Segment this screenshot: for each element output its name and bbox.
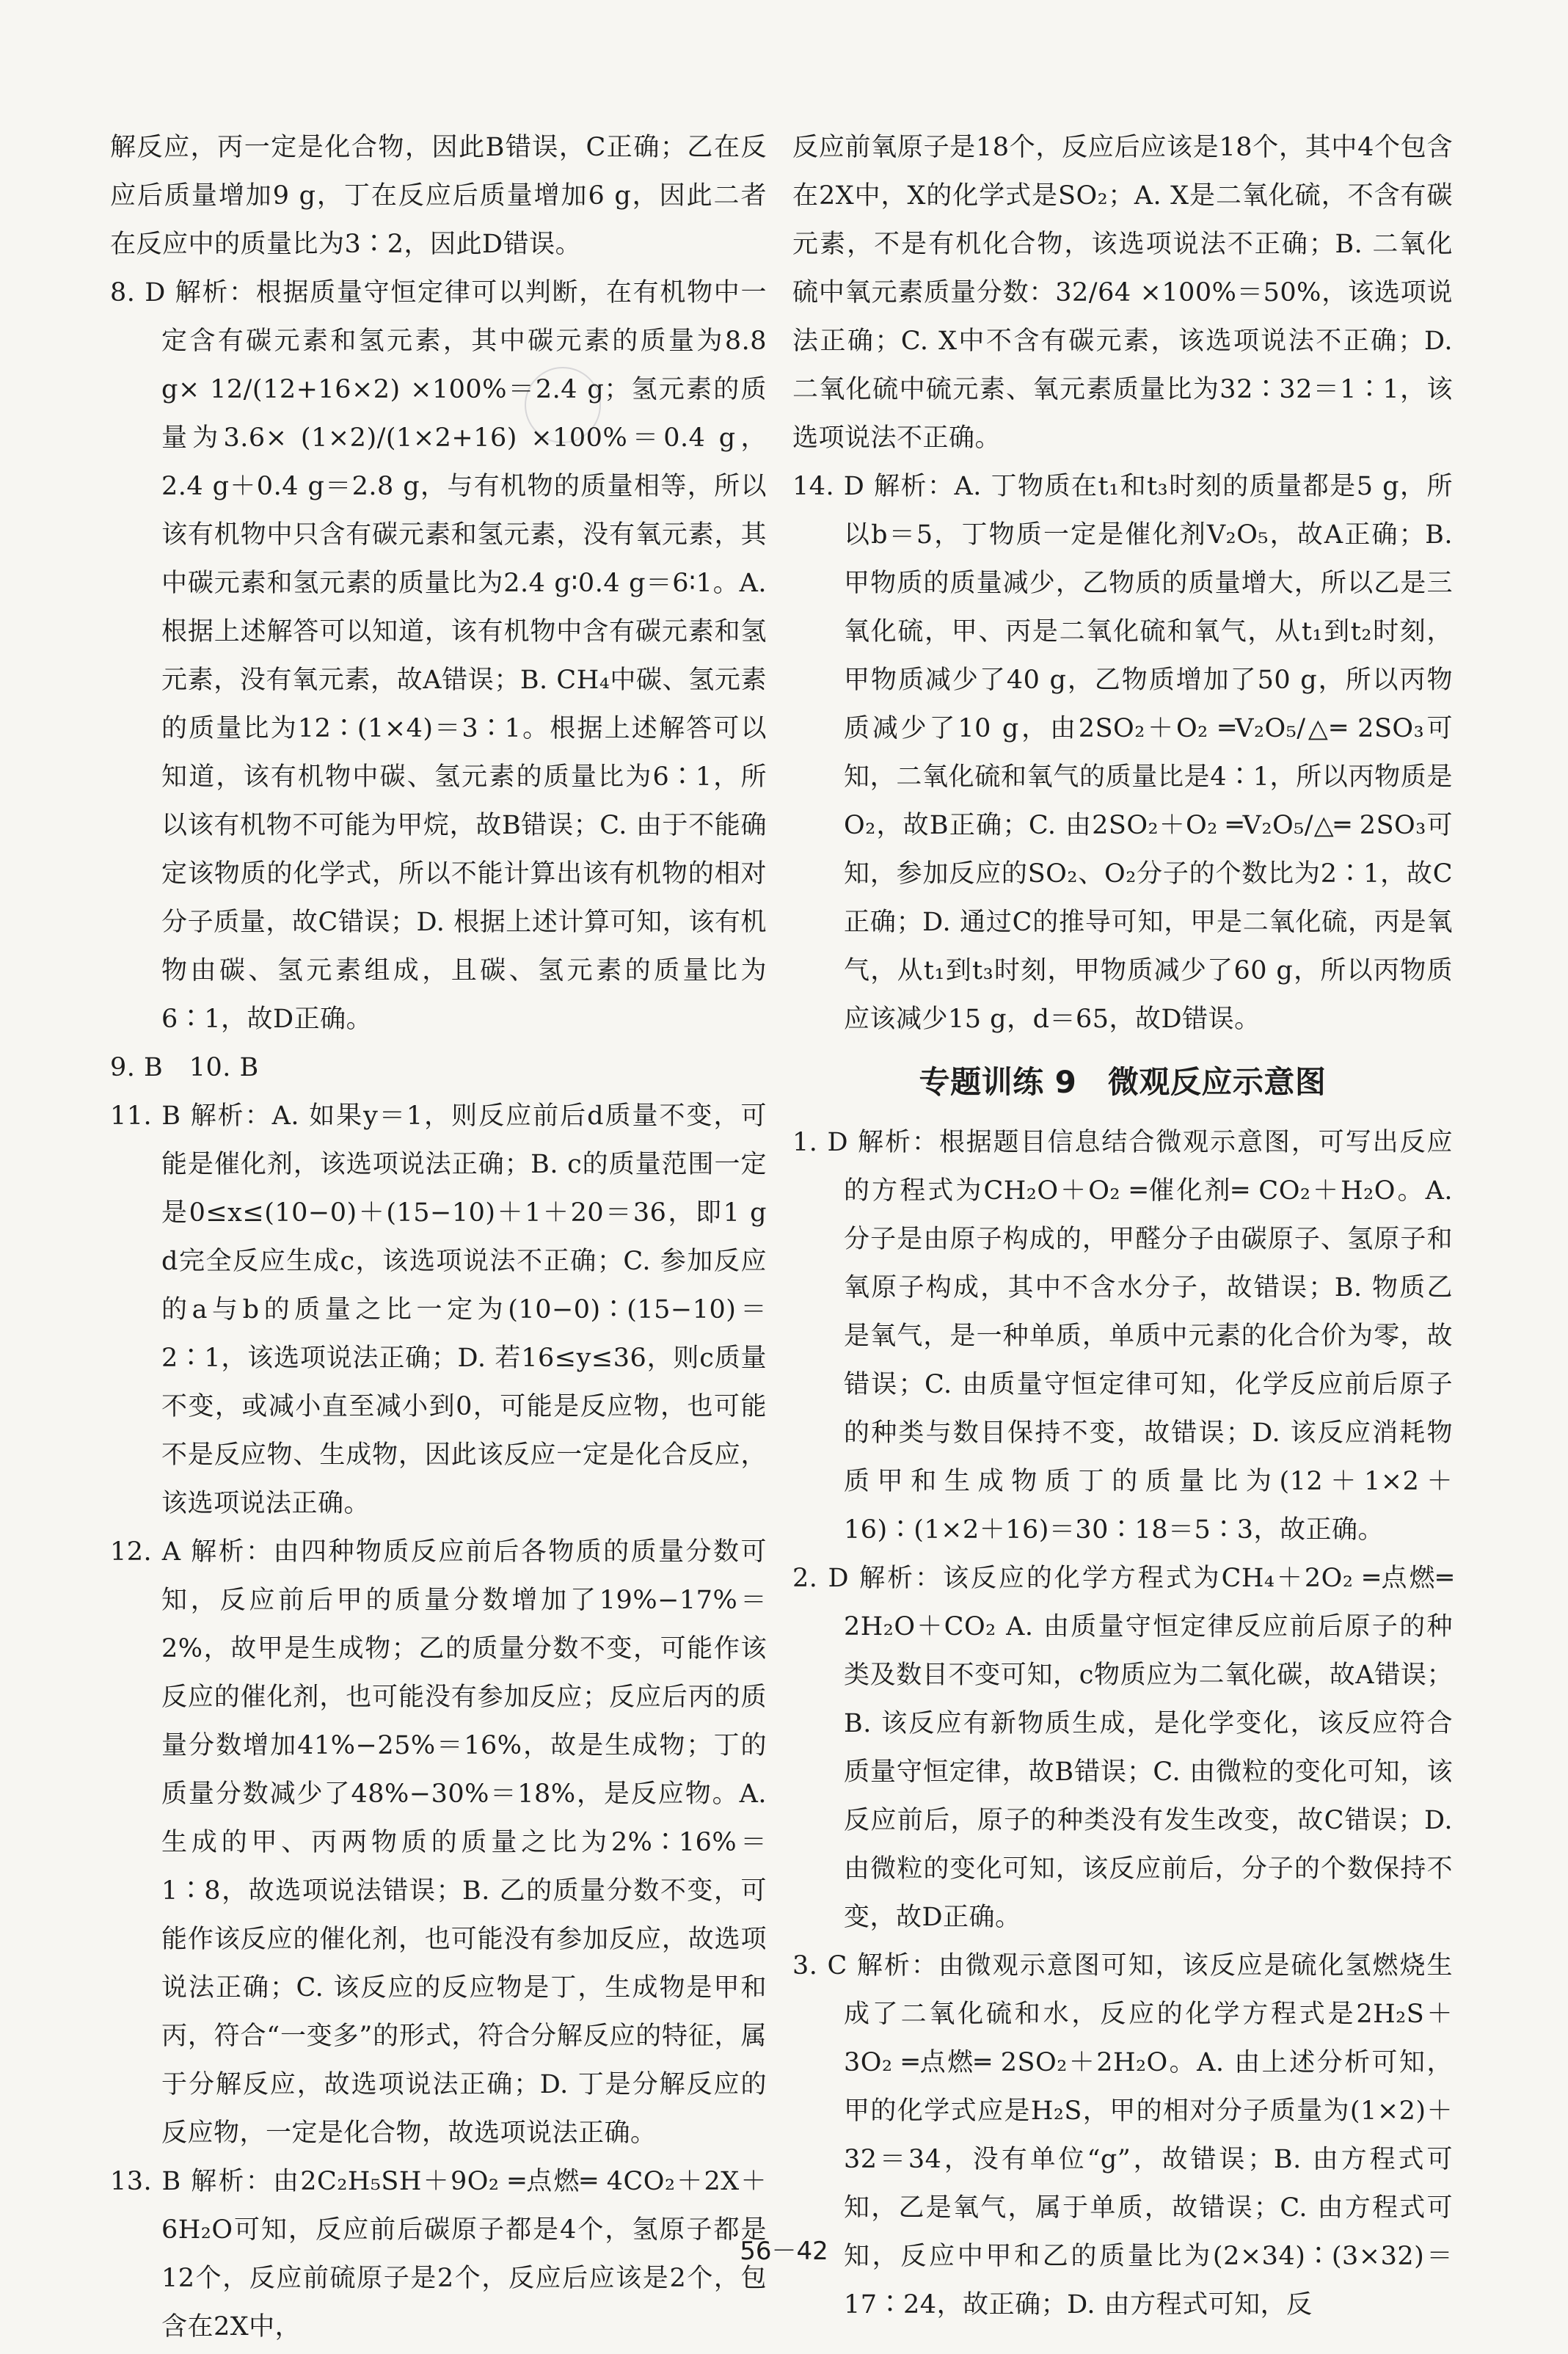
section9-answer-3: 3. C 解析：由微观示意图可知，该反应是硫化氢燃烧生成了二氧化硫和水，反应的化学方程式是2H₂S＋3O₂ ═点燃═ 2SO₂＋2H₂O。A. 由上述分析可知，甲的化学式应是H₂S，甲的相对分子质量为(1×2)＋32＝34，没有单位“g”，故错误；B. 由方程式可知，乙是氧气，属于单质，故错误；C. 由方程式可知，反应中甲和乙的质量比为(2×34)∶(3×32)＝17∶24，故正确；D. 由方程式可知，反 <box>792 1951 1453 2320</box>
section-title: 专题训练 9 微观反应示意图 <box>919 1064 1327 1100</box>
answer-continuation: 解反应，丙一定是化合物，因此B错误，C正确；乙在反应后质量增加9 g，丁在反应后质量增加6 g，因此二者在反应中的质量比为3∶2，因此D错误。 <box>110 133 767 259</box>
left-column <box>110 123 767 2351</box>
answer-9-10: 9. B 10. B <box>110 1053 259 1082</box>
answer-8: 8. D 解析：根据质量守恒定律可以判断，在有机物中一定含有碳元素和氢元素，其中碳元素的质量为8.8 g× 12/(12+16×2) ×100%＝2.4 g；氢元素的质量为3.6× (1×2)/(1×2+16) ×100%＝0.4 g，2.4 g＋0.4 g＝2.8 g，与有机物的质量相等，所以该有机物中只含有碳元素和氢元素，没有氧元素，其中碳元素和氢元素的质量比为2.4 g∶0.4 g＝6∶1。A. 根据上述解答可以知道，该有机物中含有碳元素和氢元素，没有氧元素，故A错误；B. CH₄中碳、氢元素的质量比为12∶(1×4)＝3∶1。根据上述解答可以知道，该有机物中碳、氢元素的质量比为6∶1，所以该有机物不可能为甲烷，故B错误；C. 由于不能确定该物质的化学式，所以不能计算出该有机物的相对分子质量，故C错误；D. 根据上述计算可知，该有机物由碳、氢元素组成，且碳、氢元素的质量比为6∶1，故D正确。 <box>110 278 767 1034</box>
answer-14: 14. D 解析：A. 丁物质在t₁和t₃时刻的质量都是5 g，所以b＝5，丁物质一定是催化剂V₂O₅，故A正确；B. 甲物质的质量减少，乙物质的质量增大，所以乙是三氧化硫，甲、丙是二氧化硫和氧气，从t₁到t₂时刻，甲物质减少了40 g，乙物质增加了50 g，所以丙物质减少了10 g，由2SO₂＋O₂ ═V₂O₅/△═ 2SO₃可知，二氧化硫和氧气的质量比是4∶1，所以丙物质是O₂，故B正确；C. 由2SO₂＋O₂ ═V₂O₅/△═ 2SO₃可知，参加反应的SO₂、O₂分子的个数比为2∶1，故C正确；D. 通过C的推导可知，甲是二氧化硫，丙是氧气，从t₁到t₃时刻，甲物质减少了60 g，所以丙物质应该减少15 g，d＝65，故D错误。 <box>792 472 1453 1034</box>
answer-13-continuation: 反应前氧原子是18个，反应后应该是18个，其中4个包含在2X中，X的化学式是SO₂；A. X是二氧化硫，不含有碳元素，不是有机化合物，该选项说法不正确；B. 二氧化硫中氧元素质量分数：32/64 ×100%＝50%，该选项说法正确；C. X中不含有碳元素，该选项说法不正确；D. 二氧化硫中硫元素、氧元素质量比为32∶32＝1∶1，该选项说法不正确。 <box>792 133 1453 453</box>
answer-13: 13. B 解析：由2C₂H₅SH＋9O₂ ═点燃═ 4CO₂＋2X＋6H₂O可知，反应前后碳原子都是4个，氢原子都是12个，反应前硫原子是2个，反应后应该是2个，包含在2X中， <box>110 2167 767 2342</box>
answer-11: 11. B 解析：A. 如果y＝1，则反应前后d质量不变，可能是催化剂，该选项说法正确；B. c的质量范围一定是0≤x≤(10−0)＋(15−10)＋1＋20＝36，即1 g d完全反应生成c，该选项说法不正确；C. 参加反应的a与b的质量之比一定为(10−0)∶(15−10)＝2∶1，该选项说法正确；D. 若16≤y≤36，则c质量不变，或减小直至减小到0，可能是反应物，也可能不是反应物、生成物，因此该反应一定是化合反应，该选项说法正确。 <box>110 1101 767 1518</box>
page-number: 56－42 <box>740 2237 828 2266</box>
section9-answer-1: 1. D 解析：根据题目信息结合微观示意图，可写出反应的方程式为CH₂O＋O₂ ═催化剂═ CO₂＋H₂O。A. 分子是由原子构成的，甲醛分子由碳原子、氢原子和氧原子构成，其中不含水分子，故错误；B. 物质乙是氧气，是一种单质，单质中元素的化合价为零，故错误；C. 由质量守恒定律可知，化学反应前后原子的种类与数目保持不变，故错误；D. 该反应消耗物质甲和生成物质丁的质量比为(12＋1×2＋16)∶(1×2＋16)＝30∶18＝5∶3，故正确。 <box>792 1128 1453 1545</box>
section9-answer-2: 2. D 解析：该反应的化学方程式为CH₄＋2O₂ ═点燃═ 2H₂O＋CO₂ A. 由质量守恒定律反应前后原子的种类及数目不变可知，c物质应为二氧化碳，故A错误；B. 该反应有新物质生成，是化学变化，该反应符合质量守恒定律，故B错误；C. 由微粒的变化可知，该反应前后，原子的种类没有发生改变，故C错误；D. 由微粒的变化可知，该反应前后，分子的个数保持不变，故D正确。 <box>792 1564 1453 1932</box>
answer-12: 12. A 解析：由四种物质反应前后各物质的质量分数可知，反应前后甲的质量分数增加了19%−17%＝2%，故甲是生成物；乙的质量分数不变，可能作该反应的催化剂，也可能没有参加反应；反应后丙的质量分数增加41%−25%＝16%，故是生成物；丁的质量分数减少了48%−30%＝18%，是反应物。A. 生成的甲、丙两物质的质量之比为2%∶16%＝1∶8，故选项说法错误；B. 乙的质量分数不变，可能作该反应的催化剂，也可能没有参加反应，故选项说法正确；C. 该反应的反应物是丁，生成物是甲和丙，符合“一变多”的形式，符合分解反应的特征，属于分解反应，故选项说法正确；D. 丁是分解反应的反应物，一定是化合物，故选项说法正确。 <box>110 1537 767 2148</box>
right-column <box>792 123 1453 2329</box>
